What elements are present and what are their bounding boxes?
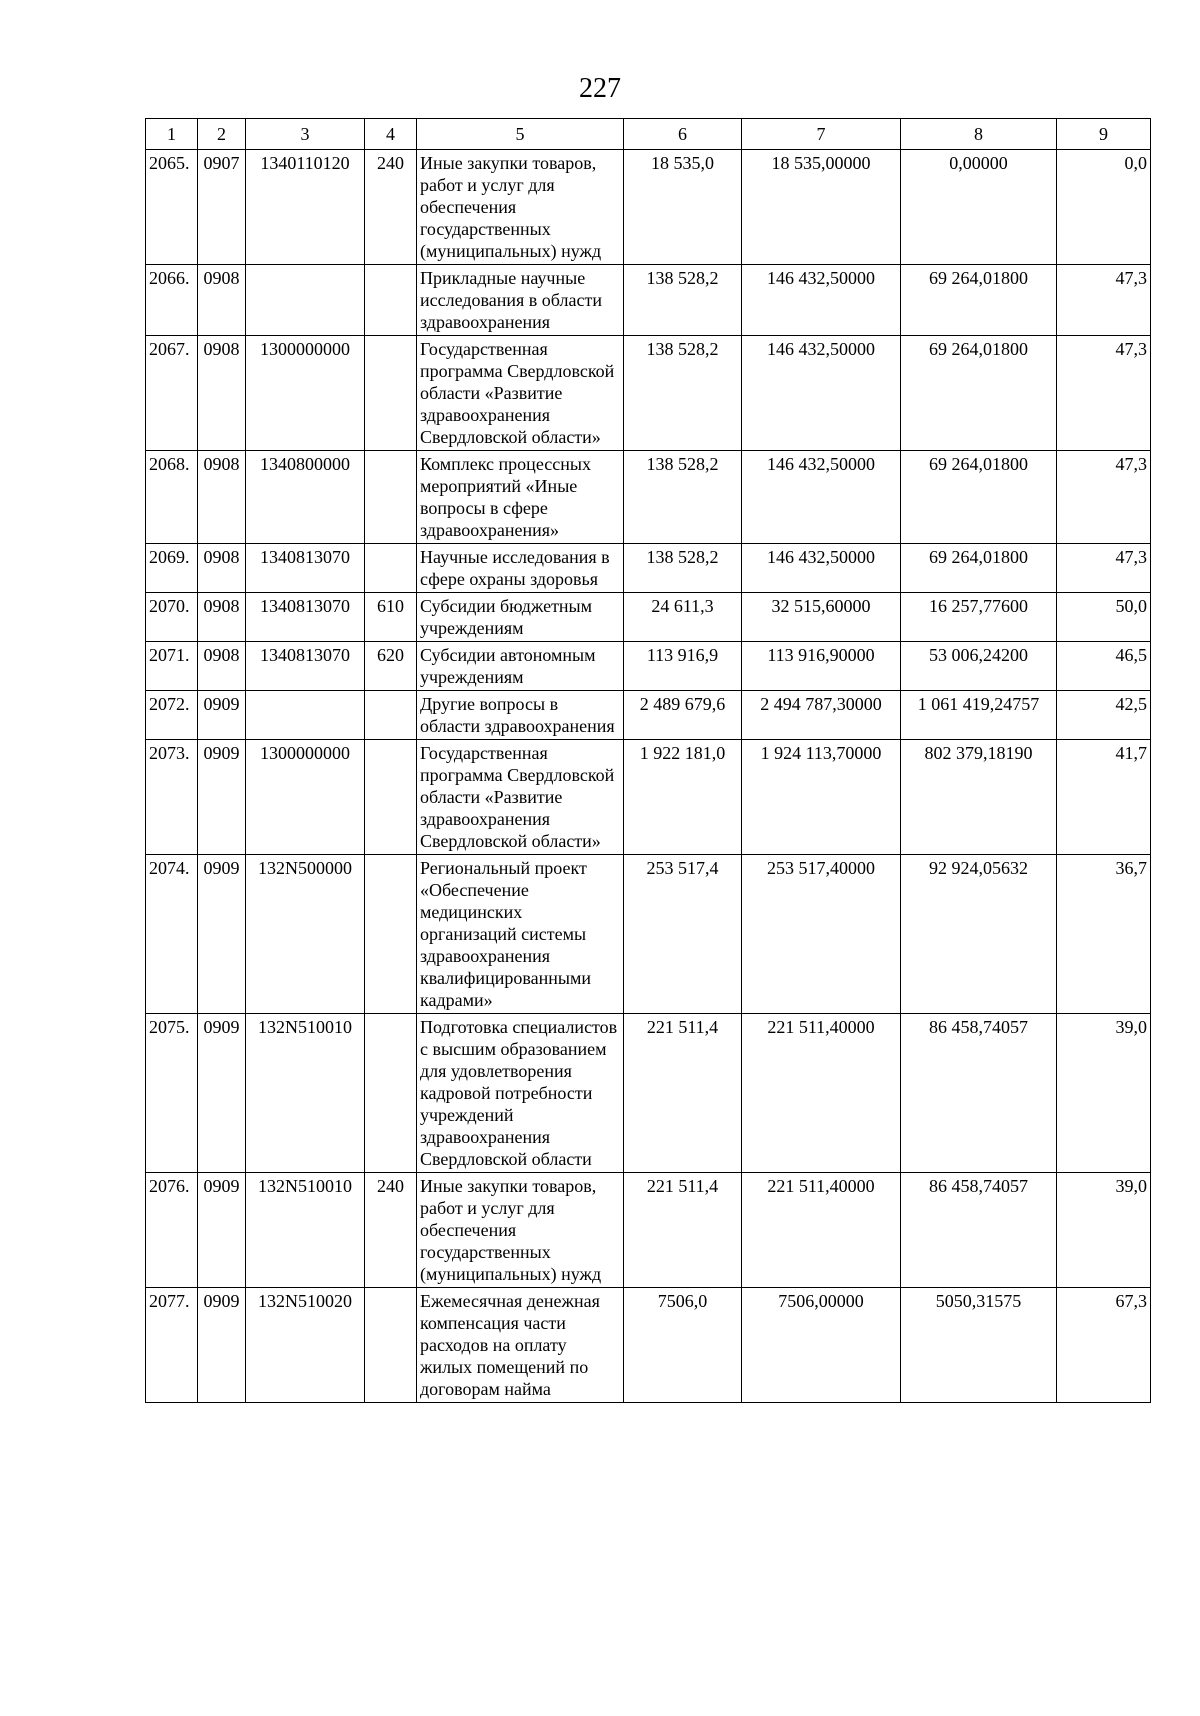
section-code: 0909 — [198, 740, 246, 855]
executed-amount: 802 379,18190 — [901, 740, 1057, 855]
table-row — [146, 544, 1151, 593]
row-number: 2072. — [146, 691, 198, 740]
approved-amount: 221 511,4 — [624, 1014, 742, 1173]
section-code: 0908 — [198, 544, 246, 593]
row-number: 2067. — [146, 336, 198, 451]
execution-percent: 50,0 — [1057, 593, 1151, 642]
section-code: 0909 — [198, 691, 246, 740]
row-number: 2076. — [146, 1173, 198, 1288]
section-code: 0907 — [198, 150, 246, 265]
expense-type-code — [365, 855, 417, 1014]
item-name: Другие вопросы в области здравоохранения — [417, 691, 624, 740]
row-number: 2073. — [146, 740, 198, 855]
item-name: Ежемесячная денежная компенсация части расходов на оплату жилых помещений по договорам найма — [417, 1288, 624, 1403]
expense-type-code — [365, 1288, 417, 1403]
section-code: 0908 — [198, 451, 246, 544]
approved-amount: 2 489 679,6 — [624, 691, 742, 740]
expense-type-code — [365, 740, 417, 855]
row-number: 2068. — [146, 451, 198, 544]
item-name: Научные исследования в сфере охраны здоровья — [417, 544, 624, 593]
target-code: 1340813070 — [246, 593, 365, 642]
execution-percent: 0,0 — [1057, 150, 1151, 265]
execution-percent: 42,5 — [1057, 691, 1151, 740]
planned-amount: 32 515,60000 — [742, 593, 901, 642]
planned-amount: 146 432,50000 — [742, 336, 901, 451]
planned-amount: 2 494 787,30000 — [742, 691, 901, 740]
table-row — [146, 855, 1151, 1014]
execution-percent: 47,3 — [1057, 451, 1151, 544]
table-row — [146, 336, 1151, 451]
execution-percent: 47,3 — [1057, 265, 1151, 336]
approved-amount: 138 528,2 — [624, 265, 742, 336]
row-number: 2077. — [146, 1288, 198, 1403]
execution-percent: 47,3 — [1057, 336, 1151, 451]
column-header: 3 — [246, 119, 365, 150]
expense-type-code — [365, 1014, 417, 1173]
executed-amount: 69 264,01800 — [901, 544, 1057, 593]
column-header: 8 — [901, 119, 1057, 150]
section-code: 0909 — [198, 1014, 246, 1173]
expense-type-code: 620 — [365, 642, 417, 691]
table-row — [146, 691, 1151, 740]
item-name: Подготовка специалистов с высшим образованием для удовлетворения кадровой потребности учреждений здравоохранения Свердловской области — [417, 1014, 624, 1173]
planned-amount: 7506,00000 — [742, 1288, 901, 1403]
executed-amount: 1 061 419,24757 — [901, 691, 1057, 740]
execution-percent: 39,0 — [1057, 1173, 1151, 1288]
target-code: 1340813070 — [246, 544, 365, 593]
executed-amount: 16 257,77600 — [901, 593, 1057, 642]
section-code: 0908 — [198, 642, 246, 691]
executed-amount: 92 924,05632 — [901, 855, 1057, 1014]
item-name: Государственная программа Свердловской области «Развитие здравоохранения Свердловской области» — [417, 740, 624, 855]
target-code: 132N510020 — [246, 1288, 365, 1403]
planned-amount: 146 432,50000 — [742, 544, 901, 593]
table-row — [146, 1288, 1151, 1403]
planned-amount: 221 511,40000 — [742, 1014, 901, 1173]
column-header: 9 — [1057, 119, 1151, 150]
execution-percent: 47,3 — [1057, 544, 1151, 593]
target-code: 1340813070 — [246, 642, 365, 691]
item-name: Региональный проект «Обеспечение медицинских организаций системы здравоохранения квалифицированными кадрами» — [417, 855, 624, 1014]
execution-percent: 46,5 — [1057, 642, 1151, 691]
budget-table — [145, 118, 1151, 1403]
table-row — [146, 593, 1151, 642]
column-header: 4 — [365, 119, 417, 150]
approved-amount: 221 511,4 — [624, 1173, 742, 1288]
expense-type-code — [365, 451, 417, 544]
column-header: 5 — [417, 119, 624, 150]
approved-amount: 1 922 181,0 — [624, 740, 742, 855]
target-code: 1340800000 — [246, 451, 365, 544]
approved-amount: 7506,0 — [624, 1288, 742, 1403]
planned-amount: 113 916,90000 — [742, 642, 901, 691]
executed-amount: 53 006,24200 — [901, 642, 1057, 691]
section-code: 0909 — [198, 1288, 246, 1403]
expense-type-code — [365, 544, 417, 593]
item-name: Комплекс процессных мероприятий «Иные вопросы в сфере здравоохранения» — [417, 451, 624, 544]
expense-type-code: 240 — [365, 1173, 417, 1288]
page-number: 227 — [579, 73, 621, 104]
target-code — [246, 691, 365, 740]
expense-type-code: 240 — [365, 150, 417, 265]
expense-type-code — [365, 691, 417, 740]
executed-amount: 86 458,74057 — [901, 1014, 1057, 1173]
target-code: 132N510010 — [246, 1014, 365, 1173]
target-code: 1340110120 — [246, 150, 365, 265]
table-header-row — [146, 119, 1151, 150]
row-number: 2069. — [146, 544, 198, 593]
column-header: 1 — [146, 119, 198, 150]
column-header: 7 — [742, 119, 901, 150]
column-header: 2 — [198, 119, 246, 150]
executed-amount: 5050,31575 — [901, 1288, 1057, 1403]
planned-amount: 253 517,40000 — [742, 855, 901, 1014]
planned-amount: 1 924 113,70000 — [742, 740, 901, 855]
approved-amount: 253 517,4 — [624, 855, 742, 1014]
section-code: 0908 — [198, 593, 246, 642]
executed-amount: 86 458,74057 — [901, 1173, 1057, 1288]
section-code: 0908 — [198, 265, 246, 336]
table-row — [146, 265, 1151, 336]
table-row — [146, 740, 1151, 855]
planned-amount: 146 432,50000 — [742, 265, 901, 336]
approved-amount: 138 528,2 — [624, 544, 742, 593]
approved-amount: 24 611,3 — [624, 593, 742, 642]
executed-amount: 0,00000 — [901, 150, 1057, 265]
table-row — [146, 451, 1151, 544]
table-body — [146, 150, 1151, 1403]
row-number: 2075. — [146, 1014, 198, 1173]
section-code: 0908 — [198, 336, 246, 451]
executed-amount: 69 264,01800 — [901, 336, 1057, 451]
target-code — [246, 265, 365, 336]
planned-amount: 18 535,00000 — [742, 150, 901, 265]
section-code: 0909 — [198, 855, 246, 1014]
expense-type-code — [365, 336, 417, 451]
planned-amount: 221 511,40000 — [742, 1173, 901, 1288]
table-row — [146, 1173, 1151, 1288]
executed-amount: 69 264,01800 — [901, 451, 1057, 544]
target-code: 132N500000 — [246, 855, 365, 1014]
approved-amount: 18 535,0 — [624, 150, 742, 265]
row-number: 2066. — [146, 265, 198, 336]
approved-amount: 138 528,2 — [624, 336, 742, 451]
table-row — [146, 642, 1151, 691]
execution-percent: 41,7 — [1057, 740, 1151, 855]
target-code: 132N510010 — [246, 1173, 365, 1288]
item-name: Государственная программа Свердловской области «Развитие здравоохранения Свердловской области» — [417, 336, 624, 451]
item-name: Иные закупки товаров, работ и услуг для обеспечения государственных (муниципальных) нужд — [417, 150, 624, 265]
row-number: 2070. — [146, 593, 198, 642]
expense-type-code — [365, 265, 417, 336]
execution-percent: 67,3 — [1057, 1288, 1151, 1403]
target-code: 1300000000 — [246, 336, 365, 451]
row-number: 2065. — [146, 150, 198, 265]
item-name: Субсидии бюджетным учреждениям — [417, 593, 624, 642]
execution-percent: 36,7 — [1057, 855, 1151, 1014]
item-name: Прикладные научные исследования в области здравоохранения — [417, 265, 624, 336]
executed-amount: 69 264,01800 — [901, 265, 1057, 336]
column-header: 6 — [624, 119, 742, 150]
expense-type-code: 610 — [365, 593, 417, 642]
approved-amount: 138 528,2 — [624, 451, 742, 544]
execution-percent: 39,0 — [1057, 1014, 1151, 1173]
row-number: 2071. — [146, 642, 198, 691]
table-row — [146, 1014, 1151, 1173]
row-number: 2074. — [146, 855, 198, 1014]
approved-amount: 113 916,9 — [624, 642, 742, 691]
item-name: Иные закупки товаров, работ и услуг для обеспечения государственных (муниципальных) нужд — [417, 1173, 624, 1288]
table-row — [146, 150, 1151, 265]
target-code: 1300000000 — [246, 740, 365, 855]
item-name: Субсидии автономным учреждениям — [417, 642, 624, 691]
section-code: 0909 — [198, 1173, 246, 1288]
planned-amount: 146 432,50000 — [742, 451, 901, 544]
